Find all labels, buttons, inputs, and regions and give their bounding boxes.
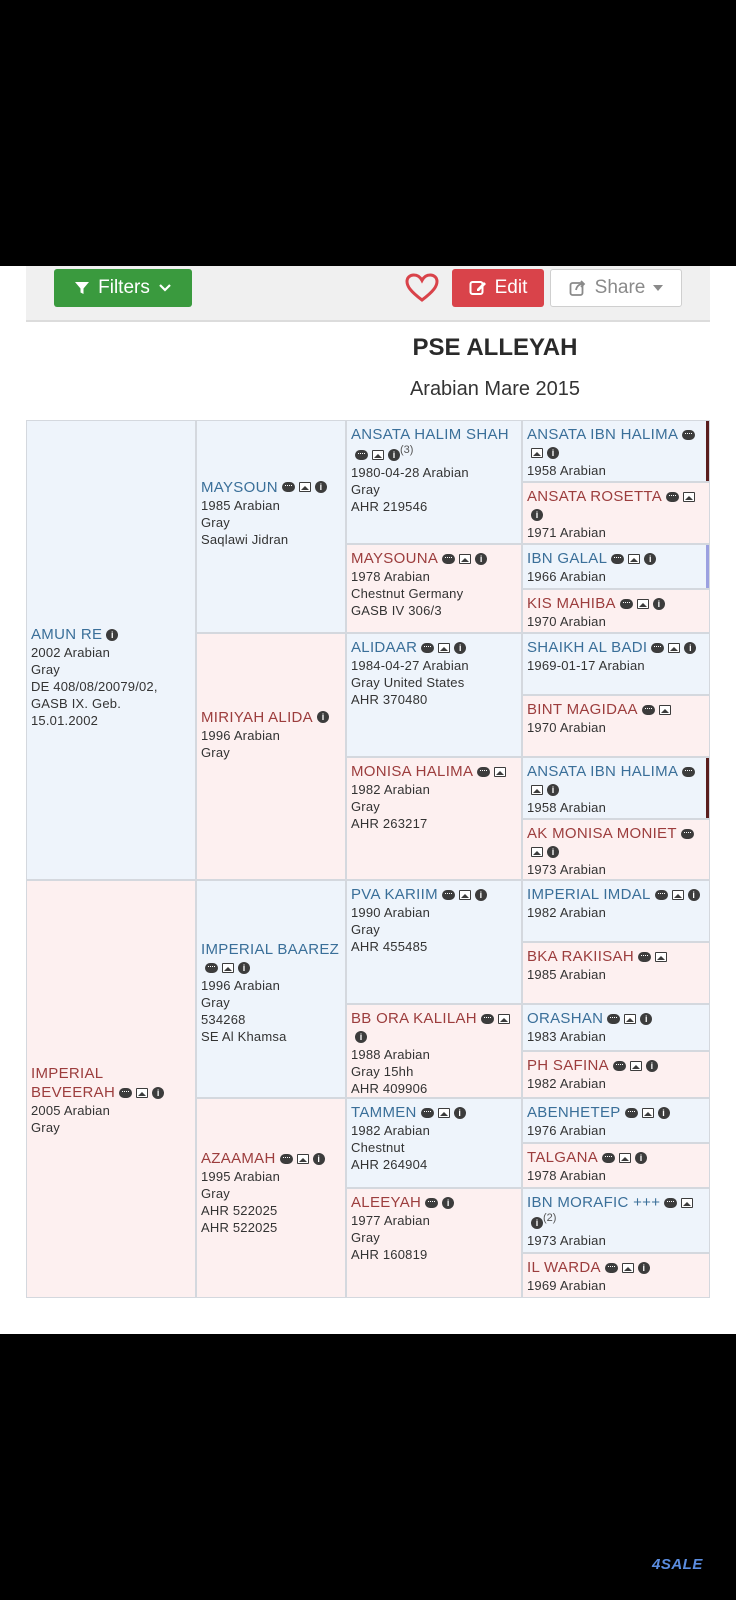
photo-icon[interactable]: [624, 1014, 636, 1024]
share-icon: [569, 279, 587, 297]
pedigree-name-line: [527, 700, 705, 719]
horse-info-line: 1995 Arabian: [201, 1169, 281, 1184]
pedigree-cell-g3: [346, 420, 522, 544]
caret-down-icon: [653, 285, 663, 291]
info-icon[interactable]: i: [475, 553, 487, 565]
highlight-bar: [706, 421, 709, 481]
horse-info-line: 534268: [201, 1012, 246, 1027]
info-icon[interactable]: i: [313, 1153, 325, 1165]
highlight-bar: [706, 758, 709, 818]
info-icon[interactable]: i: [317, 711, 329, 723]
pedigree-cell-content: [527, 594, 705, 630]
filters-button[interactable]: [54, 269, 192, 307]
pedigree-name-line: [351, 638, 517, 657]
horse-name-link[interactable]: MAYSOUNA: [351, 550, 439, 567]
horse-name-link[interactable]: BINT MAGIDAA: [527, 701, 638, 718]
horse-info-line: 1985 Arabian: [527, 967, 607, 982]
photo-count: (3): [400, 444, 414, 456]
horse-name-link[interactable]: ALIDAAR: [351, 639, 418, 656]
horse-info-line: Gray: [31, 1120, 60, 1135]
info-icon[interactable]: i: [355, 1031, 367, 1043]
pedigree-cell-g4: [522, 819, 710, 880]
pedigree-cell-content: [527, 947, 705, 983]
horse-name-link[interactable]: ALEEYAH: [351, 1194, 422, 1211]
comment-icon[interactable]: [282, 482, 295, 492]
comment-icon[interactable]: [280, 1154, 293, 1164]
horse-info-line: 1978 Arabian: [527, 1168, 607, 1183]
horse-info-line: 1982 Arabian: [351, 1123, 431, 1138]
pedigree-grid: [26, 420, 710, 1298]
photo-icon[interactable]: [681, 1198, 693, 1208]
pedigree-name-line: [527, 1056, 705, 1075]
info-icon[interactable]: i: [684, 642, 696, 654]
horse-name-link[interactable]: ANSATA IBN HALIMA: [527, 763, 679, 780]
info-icon[interactable]: i: [238, 962, 250, 974]
info-icon[interactable]: i: [547, 784, 559, 796]
horse-info-line: Gray: [201, 514, 230, 530]
pedigree-cell-g2: [196, 880, 346, 1098]
comment-icon[interactable]: [607, 1014, 620, 1024]
pedigree-name-line: [351, 885, 517, 904]
pedigree-panel: [0, 266, 736, 1334]
comment-icon[interactable]: [682, 767, 695, 777]
info-icon[interactable]: i: [315, 481, 327, 493]
pedigree-cell-g2: [196, 1098, 346, 1298]
pedigree-cell-content: [201, 478, 341, 548]
toolbar: [26, 266, 710, 322]
pedigree-cell-content: [201, 1149, 341, 1236]
pedigree-name-line: [527, 425, 705, 462]
comment-icon[interactable]: [625, 1108, 638, 1118]
pedigree-cell-g4: [522, 1143, 710, 1188]
photo-icon[interactable]: [659, 705, 671, 715]
horse-info-line: 15.01.2002: [31, 713, 99, 728]
pedigree-name-line: [351, 1009, 517, 1046]
comment-icon[interactable]: [666, 492, 679, 502]
info-icon[interactable]: i: [454, 642, 466, 654]
horse-name-link[interactable]: ORASHAN: [527, 1010, 604, 1027]
pedigree-cell-content: [31, 625, 191, 729]
filter-icon: [74, 280, 90, 296]
photo-icon[interactable]: [136, 1088, 148, 1098]
pedigree-cell-g3: [346, 1098, 522, 1188]
pedigree-name-line: [31, 1064, 191, 1102]
pedigree-name-line: [351, 425, 517, 464]
comment-icon[interactable]: [611, 554, 624, 564]
photo-icon[interactable]: [668, 643, 680, 653]
horse-info-line: 1970 Arabian: [527, 614, 607, 629]
pedigree-cell-content: [527, 487, 705, 541]
pedigree-cell-g4: [522, 880, 710, 942]
horse-info-line: 1958 Arabian: [527, 463, 607, 478]
pedigree-name-line: [527, 947, 705, 966]
pedigree-cell-g2: [196, 633, 346, 880]
horse-info-line: Gray: [351, 922, 380, 937]
info-icon[interactable]: i: [638, 1262, 650, 1274]
horse-info-line: SE Al Khamsa: [201, 1029, 287, 1044]
pedigree-cell-content: [31, 1064, 191, 1136]
horse-info-line: 1976 Arabian: [527, 1123, 607, 1138]
pedigree-cell-g4: [522, 1188, 710, 1253]
horse-name-link[interactable]: TALGANA: [527, 1149, 599, 1166]
horse-name-link[interactable]: MAYSOUN: [201, 478, 278, 496]
pedigree-cell-g4: [522, 1004, 710, 1051]
horse-name-link[interactable]: IBN MORAFIC +++: [527, 1194, 661, 1211]
horse-name-link[interactable]: IBN GALAL: [527, 550, 608, 567]
photo-icon[interactable]: [637, 599, 649, 609]
horse-info-line: 1996 Arabian: [201, 727, 281, 743]
pedigree-cell-g3: [346, 757, 522, 880]
horse-info-line: 1990 Arabian: [351, 905, 431, 920]
horse-info-line: DE 408/08/20079/02,: [31, 679, 158, 694]
pedigree-name-line: [351, 549, 517, 568]
horse-info-line: Gray: [201, 1186, 230, 1201]
horse-info-line: 2002 Arabian: [31, 645, 111, 660]
pedigree-name-line: [527, 1258, 705, 1277]
horse-info-line: 1973 Arabian: [527, 1233, 607, 1249]
horse-info-line: AHR 455485: [351, 939, 428, 954]
pedigree-cell-g3: [346, 633, 522, 757]
horse-info-line: AHR 264904: [351, 1157, 428, 1172]
comment-icon[interactable]: [605, 1263, 618, 1273]
info-icon[interactable]: i: [454, 1107, 466, 1119]
photo-icon[interactable]: [622, 1263, 634, 1273]
pedigree-cell-g4: [522, 1098, 710, 1143]
photo-icon[interactable]: [438, 643, 450, 653]
pedigree-cell-content: [351, 885, 517, 955]
horse-info-line: 1958 Arabian: [527, 800, 607, 815]
photo-count: (2): [543, 1212, 557, 1224]
pedigree-name-line: [201, 478, 341, 497]
horse-info-line: 1971 Arabian: [527, 525, 607, 540]
pedigree-name-line: [527, 885, 705, 904]
comment-icon[interactable]: [421, 1108, 434, 1118]
pedigree-cell-content: [527, 638, 705, 674]
horse-info-line: 1977 Arabian: [351, 1213, 431, 1228]
pedigree-cell-content: [527, 824, 705, 878]
pedigree-cell-content: [527, 1009, 705, 1045]
pedigree-cell-g4: [522, 544, 710, 589]
pedigree-cell-g4: [522, 942, 710, 1004]
horse-info-line: 1969-01-17 Arabian: [527, 658, 645, 673]
pedigree-name-line: [527, 594, 705, 613]
horse-info-line: 1988 Arabian: [351, 1047, 431, 1062]
info-icon[interactable]: i: [653, 598, 665, 610]
photo-icon[interactable]: [531, 847, 543, 857]
horse-name-link[interactable]: ABENHETEP: [527, 1104, 621, 1121]
horse-info-line: 1973 Arabian: [527, 862, 607, 877]
comment-icon[interactable]: [620, 599, 633, 609]
pedigree-cell-content: [201, 940, 341, 1045]
info-icon[interactable]: i: [442, 1197, 454, 1209]
pedigree-name-line: [351, 1103, 517, 1122]
pedigree-cell-content: [201, 708, 341, 761]
pedigree-cell-content: [527, 885, 705, 921]
info-icon[interactable]: i: [388, 449, 400, 461]
pedigree-cell-content: [351, 425, 517, 515]
horse-name-link[interactable]: BKA RAKIISAH: [527, 948, 634, 965]
horse-name-link[interactable]: TAMMEN: [351, 1104, 417, 1121]
horse-name-link[interactable]: ANSATA ROSETTA: [527, 488, 663, 505]
info-icon[interactable]: i: [635, 1152, 647, 1164]
pedigree-cell-g1: [26, 420, 196, 880]
horse-name-link[interactable]: IMPERIAL IMDAL: [527, 886, 651, 903]
info-icon[interactable]: i: [644, 553, 656, 565]
pedigree-cell-g3: [346, 880, 522, 1004]
comment-icon[interactable]: [682, 430, 695, 440]
pedigree-name-line: [31, 625, 191, 644]
comment-icon[interactable]: [442, 890, 455, 900]
horse-info-line: 1970 Arabian: [527, 720, 607, 735]
pedigree-cell-g3: [346, 1004, 522, 1098]
pedigree-cell-content: [527, 1056, 705, 1092]
pedigree-name-line: [201, 708, 341, 727]
horse-info-line: 2005 Arabian: [31, 1103, 111, 1118]
share-button[interactable]: [550, 269, 682, 307]
comment-icon[interactable]: [119, 1088, 132, 1098]
horse-info-line: 1966 Arabian: [527, 569, 607, 584]
horse-info-line: AHR 263217: [351, 816, 428, 831]
pedigree-cell-g4: [522, 695, 710, 757]
horse-info-line: Gray: [351, 482, 380, 498]
pedigree-name-line: [351, 762, 517, 781]
comment-icon[interactable]: [602, 1153, 615, 1163]
edit-button[interactable]: [452, 269, 544, 307]
edit-icon: [469, 279, 487, 297]
pedigree-cell-g4: [522, 420, 710, 482]
pedigree-cell-g4: [522, 1253, 710, 1298]
pedigree-name-line: [527, 1193, 705, 1232]
horse-name-link[interactable]: MIRIYAH ALIDA: [201, 708, 313, 726]
horse-info-line: 1978 Arabian: [351, 569, 431, 584]
comment-icon[interactable]: [421, 643, 434, 653]
pedigree-cell-content: [527, 1258, 705, 1294]
photo-icon[interactable]: [459, 890, 471, 900]
horse-name-link[interactable]: ANSATA IBN HALIMA: [527, 426, 679, 443]
pedigree-cell-content: [527, 1103, 705, 1139]
pedigree-cell-content: [351, 549, 517, 619]
comment-icon[interactable]: [442, 554, 455, 564]
photo-icon[interactable]: [531, 785, 543, 795]
photo-icon[interactable]: [494, 767, 506, 777]
pedigree-name-line: [201, 1149, 341, 1168]
horse-info-line: 1980-04-28 Arabian: [351, 465, 469, 481]
comment-icon[interactable]: [638, 952, 651, 962]
info-icon[interactable]: i: [646, 1060, 658, 1072]
comment-icon[interactable]: [651, 643, 664, 653]
photo-icon[interactable]: [299, 482, 311, 492]
horse-info-line: Gray 15hh: [351, 1064, 414, 1079]
photo-icon[interactable]: [459, 554, 471, 564]
horse-info-line: 1996 Arabian: [201, 978, 281, 993]
comment-icon[interactable]: [355, 450, 368, 460]
pedigree-cell-g1: [26, 880, 196, 1298]
pedigree-name-line: [527, 1009, 705, 1028]
pedigree-name-line: [351, 1193, 517, 1212]
pedigree-name-line: [201, 940, 341, 977]
horse-name-link[interactable]: PH SAFINA: [527, 1057, 609, 1074]
horse-name-link[interactable]: KIS MAHIBA: [527, 595, 616, 612]
pedigree-cell-content: [351, 1193, 517, 1263]
horse-name-link[interactable]: AK MONISA MONIET: [527, 825, 677, 842]
pedigree-cell-g3: [346, 1188, 522, 1298]
horse-info-line: AHR 370480: [351, 692, 428, 707]
pedigree-name-line: [527, 762, 705, 799]
horse-info-line: Saqlawi Jidran: [201, 531, 289, 547]
comment-icon[interactable]: [642, 705, 655, 715]
info-icon[interactable]: i: [152, 1087, 164, 1099]
pedigree-cell-g4: [522, 589, 710, 633]
photo-icon[interactable]: [672, 890, 684, 900]
share-label: Share: [594, 277, 646, 298]
horse-name-link[interactable]: IMPERIAL BEVEERAH: [31, 1065, 116, 1101]
comment-icon[interactable]: [205, 963, 218, 973]
horse-info-line: 1982 Arabian: [351, 782, 431, 797]
pedigree-cell-g4: [522, 757, 710, 819]
horse-info-line: Gray: [201, 995, 230, 1010]
horse-info-line: AHR 522025: [201, 1203, 278, 1218]
horse-info-line: Gray: [351, 799, 380, 814]
photo-icon[interactable]: [683, 492, 695, 502]
info-icon[interactable]: i: [640, 1013, 652, 1025]
pedigree-cell-g3: [346, 544, 522, 633]
pedigree-cell-content: [527, 1193, 705, 1249]
horse-name-link[interactable]: IL WARDA: [527, 1259, 601, 1276]
comment-icon[interactable]: [481, 1014, 494, 1024]
horse-name-title: PSE ALLEYAH: [412, 334, 578, 361]
horse-info-line: GASB IX. Geb.: [31, 696, 122, 711]
horse-info-line: Chestnut: [351, 1140, 405, 1155]
pedigree-name-line: [527, 487, 705, 524]
info-icon[interactable]: i: [475, 889, 487, 901]
pedigree-name-line: [527, 1148, 705, 1167]
comment-icon[interactable]: [664, 1198, 677, 1208]
horse-name-link[interactable]: AMUN RE: [31, 626, 103, 643]
horse-name-link[interactable]: ANSATA HALIM SHAH: [351, 426, 509, 443]
info-icon[interactable]: i: [106, 629, 118, 641]
horse-info-line: Chestnut Germany: [351, 586, 464, 601]
pedigree-cell-g4: [522, 482, 710, 544]
horse-name-link[interactable]: IMPERIAL BAAREZ: [201, 941, 340, 958]
pedigree-name-line: [527, 1103, 705, 1122]
photo-icon[interactable]: [628, 554, 640, 564]
horse-info-line: 1985 Arabian: [201, 497, 281, 513]
horse-info-line: AHR 409906: [351, 1081, 428, 1096]
pedigree-cell-content: [527, 700, 705, 736]
pedigree-cell-content: [351, 638, 517, 708]
horse-info-line: 1982 Arabian: [527, 905, 607, 920]
horse-info-line: Gray: [351, 1230, 380, 1245]
info-icon[interactable]: i: [547, 846, 559, 858]
pedigree-cell-content: [527, 549, 705, 585]
horse-name-link[interactable]: MONISA HALIMA: [351, 763, 474, 780]
photo-icon[interactable]: [438, 1108, 450, 1118]
photo-icon[interactable]: [222, 963, 234, 973]
horse-name-link[interactable]: SHAIKH AL BADI: [527, 639, 648, 656]
horse-info-line: Gray United States: [351, 675, 465, 690]
edit-label: Edit: [494, 277, 528, 298]
comment-icon[interactable]: [425, 1198, 438, 1208]
photo-icon[interactable]: [297, 1154, 309, 1164]
pedigree-cell-g4: [522, 633, 710, 695]
photo-icon[interactable]: [372, 450, 384, 460]
comment-icon[interactable]: [681, 829, 694, 839]
comment-icon[interactable]: [655, 890, 668, 900]
comment-icon[interactable]: [477, 767, 490, 777]
horse-name-link[interactable]: AZAAMAH: [201, 1150, 276, 1167]
horse-info-line: 1984-04-27 Arabian: [351, 658, 469, 673]
pedigree-cell-content: [351, 762, 517, 832]
horse-info-line: Gray: [201, 744, 230, 760]
horse-info-line: 1969 Arabian: [527, 1278, 607, 1293]
horse-name-link[interactable]: PVA KARIIM: [351, 886, 438, 903]
horse-name-link[interactable]: BB ORA KALILAH: [351, 1010, 477, 1027]
pedigree-cell-g4: [522, 1051, 710, 1098]
pedigree-name-line: [527, 638, 705, 657]
photo-icon[interactable]: [642, 1108, 654, 1118]
pedigree-cell-content: [527, 425, 705, 479]
comment-icon[interactable]: [613, 1061, 626, 1071]
horse-info-line: Gray: [31, 662, 60, 677]
pedigree-cell-content: [527, 762, 705, 816]
info-icon[interactable]: i: [688, 889, 700, 901]
chevron-down-icon: [158, 283, 172, 293]
watermark-logo: 4SALE: [652, 1556, 703, 1573]
horse-info-line: AHR 219546: [351, 499, 428, 515]
info-icon[interactable]: i: [531, 509, 543, 521]
photo-icon[interactable]: [498, 1014, 510, 1024]
horse-info-line: AHR 160819: [351, 1247, 428, 1262]
info-icon[interactable]: i: [658, 1107, 670, 1119]
photo-icon[interactable]: [619, 1153, 631, 1163]
highlight-bar: [706, 545, 709, 588]
info-icon[interactable]: i: [531, 1217, 543, 1229]
photo-icon[interactable]: [655, 952, 667, 962]
photo-icon[interactable]: [531, 448, 543, 458]
favorite-heart-icon[interactable]: [404, 271, 440, 305]
horse-info-line: GASB IV 306/3: [351, 603, 442, 618]
horse-subtitle: Arabian Mare 2015: [409, 378, 581, 400]
pedigree-cell-content: [351, 1103, 517, 1173]
pedigree-name-line: [527, 549, 705, 568]
horse-info-line: 1983 Arabian: [527, 1029, 607, 1044]
info-icon[interactable]: i: [547, 447, 559, 459]
filters-label: Filters: [98, 277, 150, 298]
pedigree-cell-content: [351, 1009, 517, 1097]
pedigree-name-line: [527, 824, 705, 861]
horse-info-line: 1982 Arabian: [527, 1076, 607, 1091]
photo-icon[interactable]: [630, 1061, 642, 1071]
pedigree-cell-content: [527, 1148, 705, 1184]
horse-info-line: AHR 522025: [201, 1220, 278, 1235]
pedigree-cell-g2: [196, 420, 346, 633]
